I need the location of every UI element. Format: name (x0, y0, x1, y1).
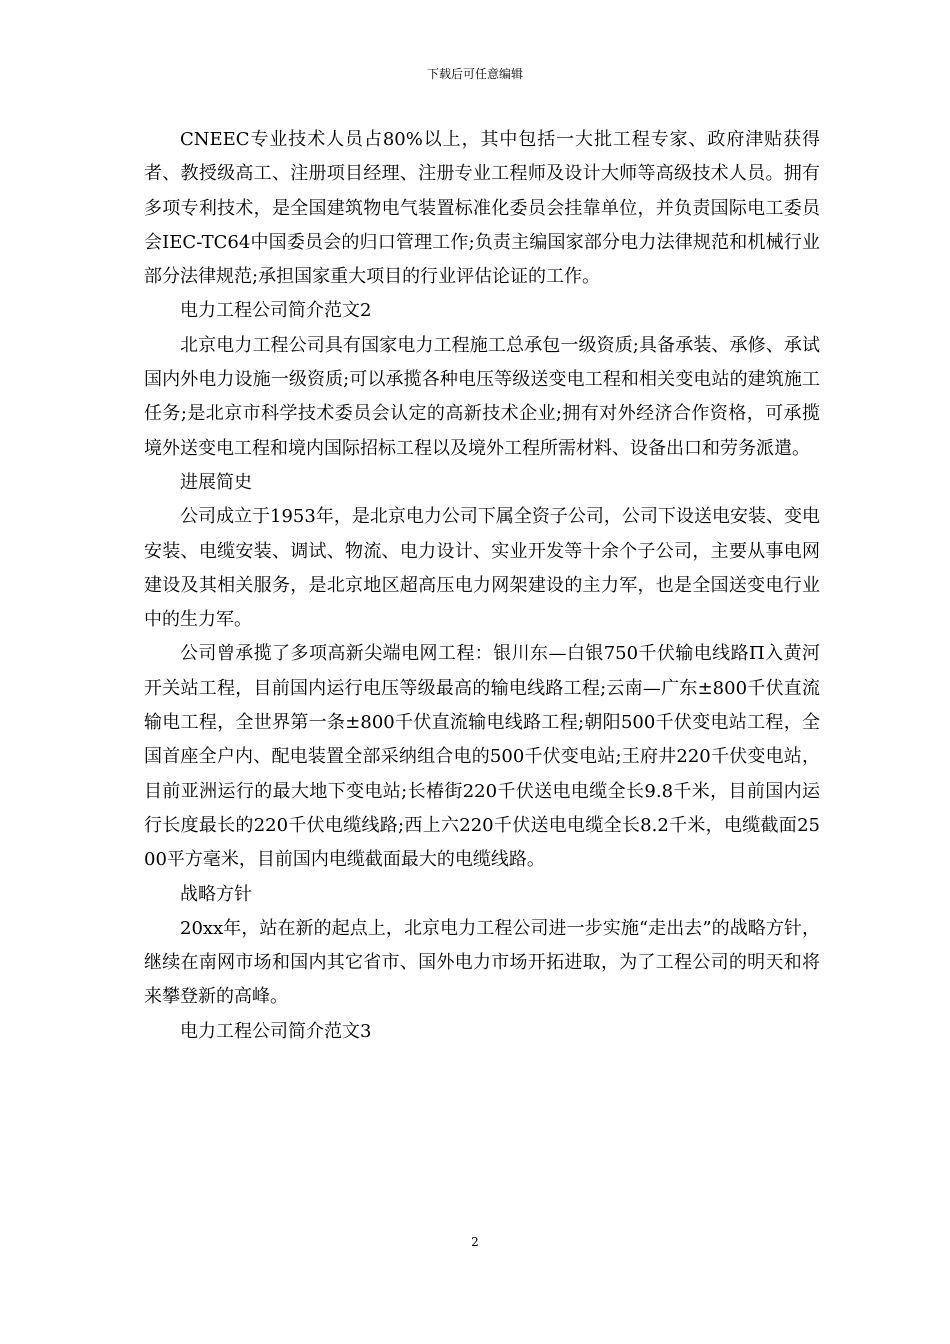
document-body (144, 123, 820, 1049)
paragraph-company-qualifications: 北京电力工程公司具有国家电力工程施工总承包一级资质;具备承装、承修、承试国内外电力设施一级资质;可以承揽各种电压等级送变电工程和相关变电站的建筑施工任务;是北京市科学技术委员会认定的高新技术企业;拥有对外经济合作资格，可承揽境外送变电工程和境内国际招标工程以及境外工程所需材料、设备出口和劳务派遣。 (144, 334, 820, 459)
paragraph-company-founding: 公司成立于1953年，是北京电力公司下属全资子公司，公司下设送电安装、变电安装、电缆安装、调试、物流、电力设计、实业开发等十余个子公司，主要从事电网建设及其相关服务，是北京地区超高压电力网架建设的主力军，也是全国送变电行业中的生力军。 (144, 506, 820, 631)
page-header: 下载后可任意编辑 (426, 67, 523, 81)
section-heading-sample-2: 电力工程公司简介范文2 (180, 300, 372, 322)
section-heading-strategy: 战略方针 (180, 883, 252, 905)
page-number: 2 (471, 1235, 479, 1249)
paragraph-cneec-staff: CNEEC专业技术人员占80%以上，其中包括一大批工程专家、政府津贴获得者、教授级高工、注册项目经理、注册专业工程师及设计大师等高级技术人员。拥有多项专利技术，是全国建筑物电气装置标准化委员会挂靠单位，并负责国际电工委员会IEC-TC64中国委员会的归口管理工作;负责主编国家部分电力法律规范和机械行业部分法律规范;承担国家重大项目的行业评估论证的工作。 (144, 129, 820, 288)
paragraph-major-projects: 公司曾承揽了多项高新尖端电网工程：银川东—白银750千伏输电线路Π入黄河开关站工程，目前国内运行电压等级最高的输电线路工程;云南—广东±800千伏直流输电工程，全世界第一条±800千伏直流输电线路工程;朝阳500千伏变电站工程，全国首座全户内、配电装置全部采纳组合电的500千伏变电站;王府井220千伏变电站，目前亚洲运行的最大地下变电站;长椿街220千伏送电电缆全长9.8千米，目前国内运行长度最长的220千伏电缆线路;西上六220千伏送电电缆全长8.2千米，电缆截面2500平方毫米，目前国内电缆截面最大的电缆线路。 (144, 643, 820, 871)
section-heading-history: 进展简史 (180, 471, 252, 493)
section-heading-sample-3: 电力工程公司简介范文3 (180, 1020, 372, 1042)
paragraph-strategy: 20xx年，站在新的起点上，北京电力工程公司进一步实施“走出去”的战略方针，继续在南网市场和国内其它省市、国外电力市场开拓进取，为了工程公司的明天和将来攀登新的高峰。 (144, 917, 820, 1008)
